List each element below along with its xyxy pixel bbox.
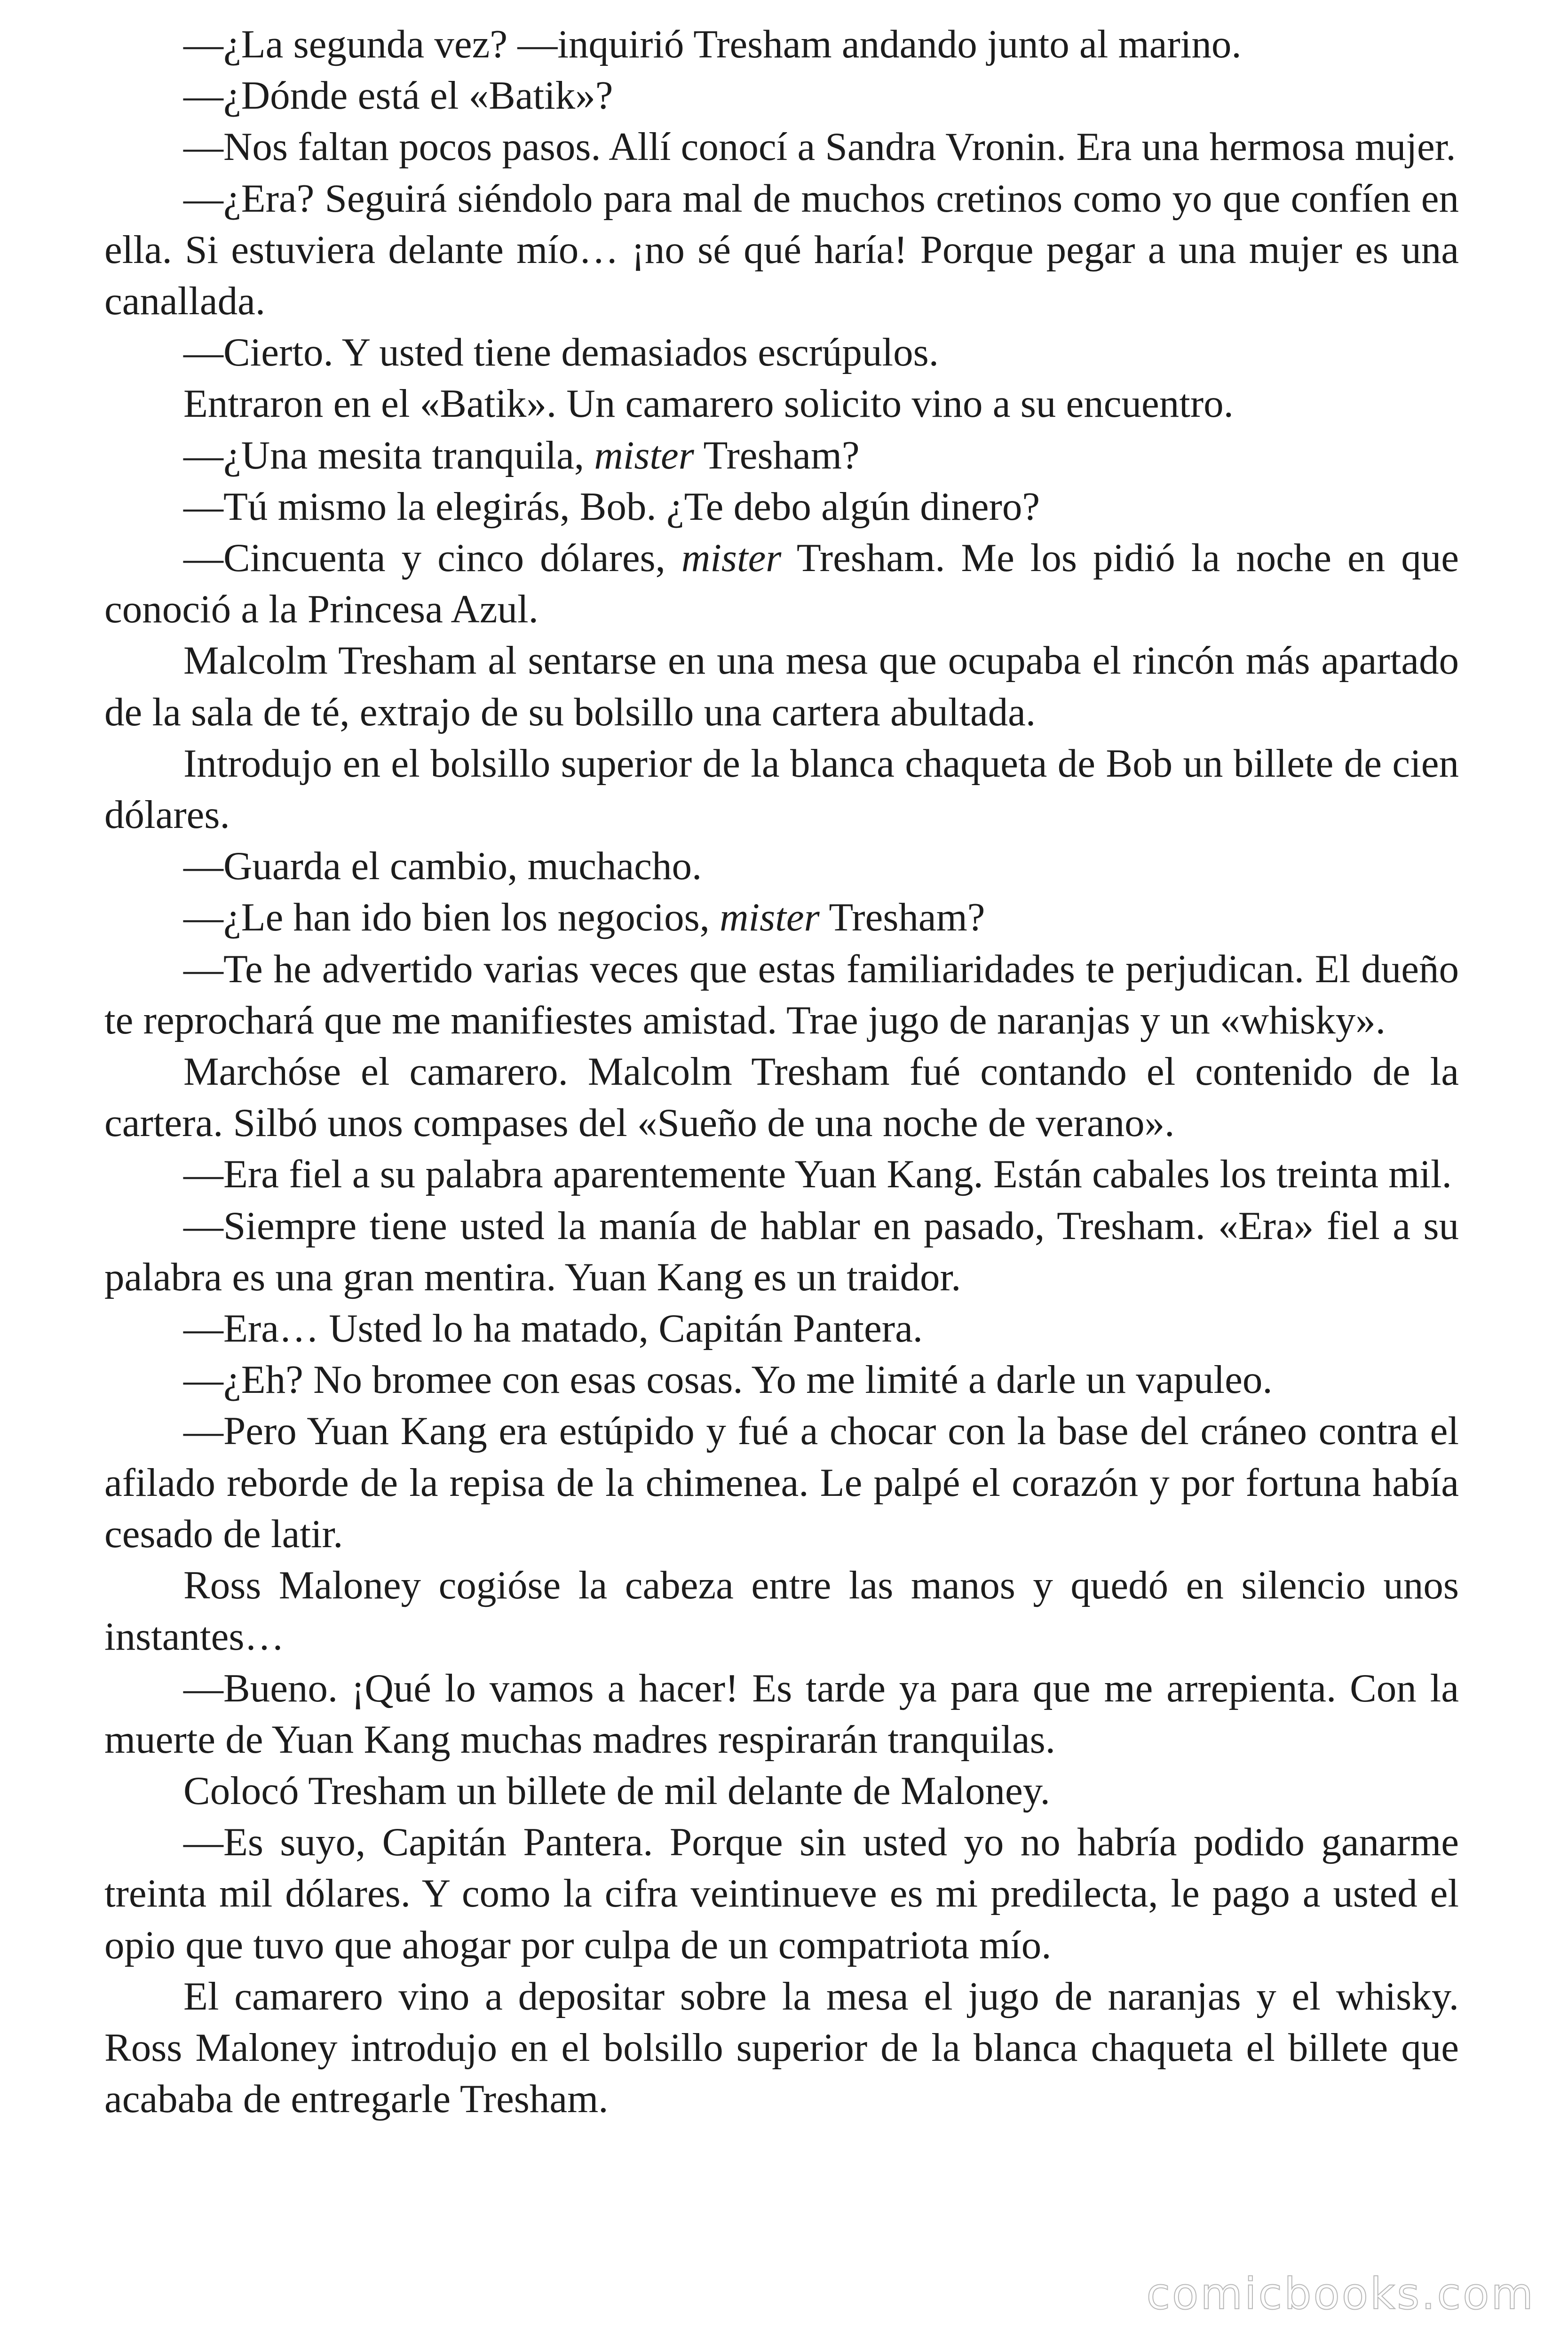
paragraph: —Siempre tiene usted la manía de hablar en pasado, Tresham. «Era» fiel a su palabra es una gran mentira. Yuan Kang es un traidor. [104, 1203, 1459, 1299]
paragraph: Malcolm Tresham al sentarse en una mesa que ocupaba el rincón más apartado de la sala de té, extrajo de su bolsillo una cartera abultada. [104, 638, 1459, 734]
paragraph: —¿Le han ido bien los negocios, mister Tresham? [183, 895, 985, 940]
paragraph: —¿Era? Seguirá siéndolo para mal de muchos cretinos como yo que confíen en ella. Si estuviera delante mío… ¡no sé qué haría! Porque pegar a una mujer es una canallada. [104, 176, 1459, 324]
watermark: comicbooks.com [1146, 2269, 1535, 2319]
paragraph: —Guarda el cambio, muchacho. [183, 844, 702, 889]
paragraph: —Nos faltan pocos pasos. Allí conocí a Sandra Vronin. Era una hermosa mujer. [183, 125, 1456, 169]
paragraph: —Era fiel a su palabra aparentemente Yuan Kang. Están cabales los treinta mil. [183, 1152, 1452, 1197]
paragraph: Colocó Tresham un billete de mil delante de Maloney. [183, 1768, 1050, 1813]
paragraph: —¿La segunda vez? —inquirió Tresham andando junto al marino. [183, 22, 1242, 66]
paragraph: —Cincuenta y cinco dólares, mister Tresham. Me los pidió la noche en que conoció a la Princesa Azul. [104, 536, 1459, 632]
page-text [104, 19, 1459, 2125]
paragraph: —Te he advertido varias veces que estas familiaridades te perjudican. El dueño te reprochará que me manifiestes amistad. Trae jugo de naranjas y un «whisky». [104, 946, 1459, 1042]
paragraph: El camarero vino a depositar sobre la mesa el jugo de naranjas y el whisky. Ross Maloney introdujo en el bolsillo superior de la blanca chaqueta el billete que acababa de entregarle Tresham. [104, 1974, 1459, 2122]
paragraph: Introdujo en el bolsillo superior de la blanca chaqueta de Bob un billete de cien dólares. [104, 741, 1459, 837]
paragraph: —¿Eh? No bromee con esas cosas. Yo me limité a darle un vapuleo. [183, 1358, 1273, 1402]
paragraph: —Era… Usted lo ha matado, Capitán Pantera. [183, 1306, 923, 1351]
paragraph: Marchóse el camarero. Malcolm Tresham fué contando el contenido de la cartera. Silbó unos compases del «Sueño de una noche de verano». [104, 1049, 1459, 1145]
paragraph: —¿Dónde está el «Batik»? [183, 73, 613, 118]
paragraph: Ross Maloney cogióse la cabeza entre las manos y quedó en silencio unos instantes… [104, 1563, 1459, 1659]
paragraph: —Es suyo, Capitán Pantera. Porque sin usted yo no habría podido ganarme treinta mil dólares. Y como la cifra veintinueve es mi predilecta, le pago a usted el opio que tuvo que ahogar por culpa de un compatriota mío. [104, 1820, 1459, 1967]
paragraph: —Pero Yuan Kang era estúpido y fué a chocar con la base del cráneo contra el afilado reborde de la repisa de la chimenea. Le palpé el corazón y por fortuna había cesado de latir. [104, 1409, 1459, 1556]
paragraph: —¿Una mesita tranquila, mister Tresham? [183, 433, 860, 477]
paragraph: —Tú mismo la elegirás, Bob. ¿Te debo algún dinero? [183, 484, 1040, 529]
paragraph: Entraron en el «Batik». Un camarero solicito vino a su encuentro. [183, 381, 1234, 426]
paragraph: —Bueno. ¡Qué lo vamos a hacer! Es tarde ya para que me arrepienta. Con la muerte de Yuan Kang muchas madres respirarán tranquilas. [104, 1666, 1459, 1762]
paragraph: —Cierto. Y usted tiene demasiados escrúpulos. [183, 330, 939, 375]
